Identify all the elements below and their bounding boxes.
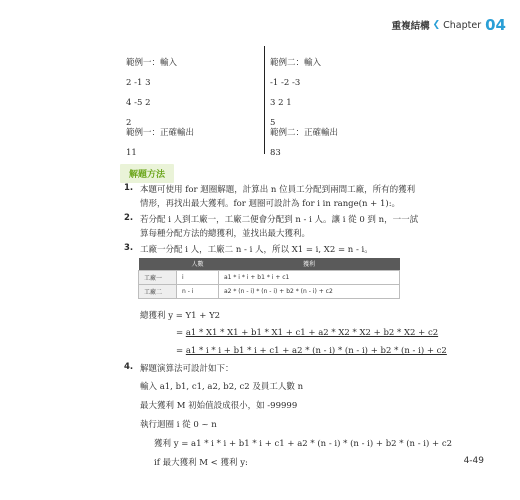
chapter-number: 04 (485, 16, 506, 34)
step-number: 2. (124, 213, 134, 223)
step-number: 1. (124, 183, 134, 193)
algorithm-line: 執行迴圈 i 從 0 ~ n (140, 420, 217, 430)
example-input-line: 2 (126, 118, 132, 128)
chapter-header (392, 16, 506, 34)
example-input-line: -1 -2 -3 (270, 78, 301, 88)
algorithm-line: 輸入 a1, b1, c1, a2, b2, c2 及員工人數 n (140, 382, 304, 392)
algorithm-line: 最大獲利 M 初始值設成很小，如 -99999 (140, 401, 298, 411)
chapter-title: 重複結構 (391, 21, 430, 32)
table-header: 人數 (177, 258, 219, 270)
example-output-line: 11 (126, 148, 137, 158)
table-header: 獲利 (219, 258, 400, 270)
formula-equals: = (176, 346, 186, 356)
example-output-line: 83 (270, 148, 281, 158)
example-divider (264, 46, 265, 154)
example-input-label: 範例二：輸入 (270, 58, 322, 68)
table-cell: a2 * (n - i) * (n - i) + b2 * (n - i) + c2 (219, 284, 400, 298)
example-input-line: 2 -1 3 (126, 78, 151, 88)
formula-expression: a1 * X1 * X1 + b1 * X1 + c1 + a2 * X2 * X2 + b2 * X2 + c2 (185, 328, 439, 338)
step-text: 情形，再找出最大獲利。for 迴圈可設計為 for i in range(n + 1):。 (140, 199, 401, 209)
example-input-line: 3 2 1 (270, 98, 292, 108)
algorithm-line: 獲利 y = a1 * i * i + b1 * i + c1 + a2 * (n - i) * (n - i) + b2 * (n - i) + c2 (154, 439, 453, 449)
step-text: 本題可使用 for 迴圈解題，計算出 n 位員工分配到兩間工廠，所有的獲利 (140, 185, 416, 195)
formula-line: 總獲利 y = Y1 + Y2 (140, 311, 221, 321)
example-input-line: 5 (270, 118, 276, 128)
table-cell: a1 * i * i + b1 * i + c1 (219, 270, 400, 284)
table-cell: i (177, 270, 219, 284)
formula-equals: = (176, 328, 186, 338)
formula-line (176, 346, 447, 356)
example-output-label: 範例二：正確輸出 (270, 128, 339, 138)
table-header-blank (139, 258, 177, 270)
table-cell: 工廠一 (139, 270, 177, 284)
algorithm-line: if 最大獲利 M < 獲利 y: (154, 458, 248, 468)
table-row (139, 270, 400, 284)
example-output-label: 範例一：正確輸出 (126, 128, 195, 138)
step-number: 4. (124, 362, 134, 372)
example-table (118, 46, 396, 158)
solution-badge: 解題方法 (120, 164, 174, 183)
factory-table (138, 258, 400, 299)
example-input-label: 範例一：輸入 (126, 58, 178, 68)
table-cell: n - i (177, 284, 219, 298)
table-row (139, 284, 400, 298)
example-left-column (126, 58, 194, 158)
page-number: 4-49 (463, 456, 484, 466)
example-input-line: 4 -5 2 (126, 98, 151, 108)
chevron-left-icon: ❮ (432, 20, 441, 30)
table-cell: 工廠二 (139, 284, 177, 298)
step-number: 3. (124, 243, 134, 253)
formula-line (176, 328, 438, 338)
example-right-column (270, 58, 338, 158)
step-text: 解題演算法可設計如下： (140, 364, 234, 374)
step-text: 算每種分配方法的總獲利，並找出最大獲利。 (140, 229, 311, 239)
formula-expression: a1 * i * i + b1 * i + c1 + a2 * (n - i) * (n - i) + b2 * (n - i) + c2 (185, 346, 447, 356)
step-text: 工廠一分配 i 人，工廠二 n - i 人，所以 X1 = i, X2 = n - i。 (140, 245, 373, 255)
chapter-word: Chapter (443, 19, 482, 31)
step-text: 若分配 i 人到工廠一，工廠二便會分配到 n - i 人。讓 i 從 0 到 n，一一試 (140, 215, 419, 225)
